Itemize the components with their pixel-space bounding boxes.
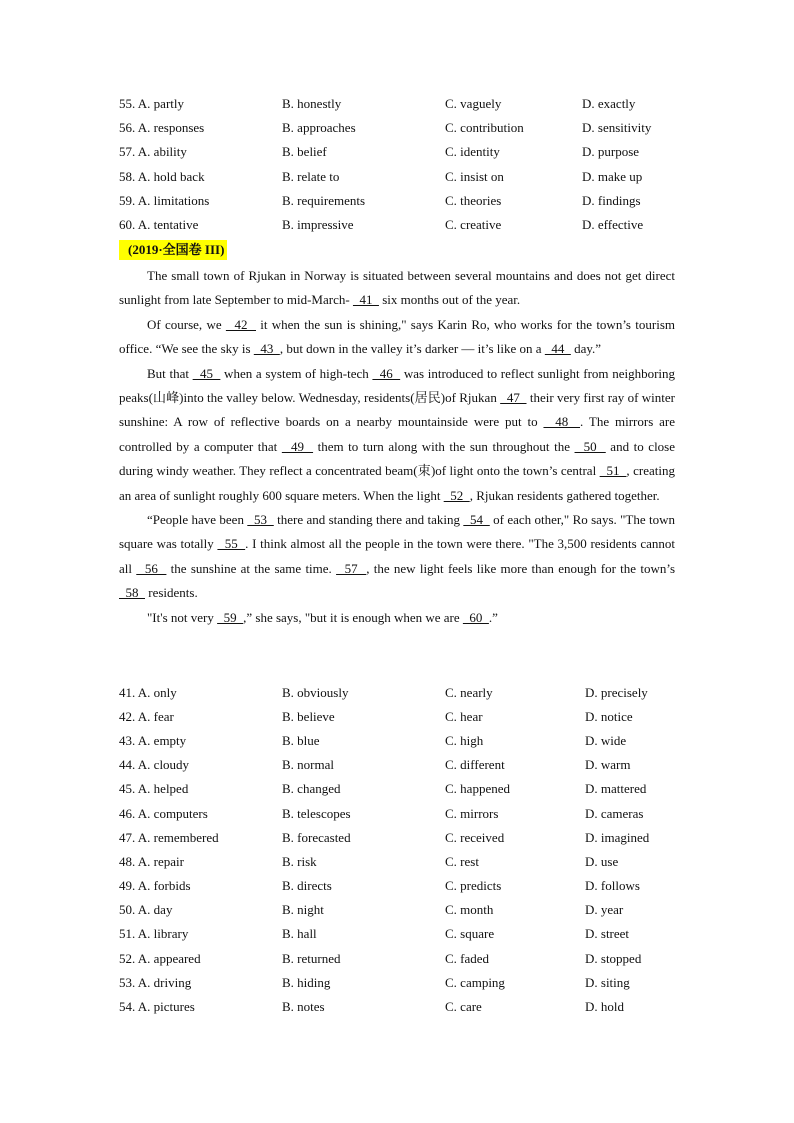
option-b: B. night: [282, 902, 324, 917]
option-b: B. approaches: [282, 120, 356, 135]
option-c: C. hear: [445, 709, 483, 724]
option-d: D. wide: [585, 733, 627, 748]
text: .”: [488, 609, 498, 625]
blank-45: 45: [192, 365, 221, 381]
option-d: D. hold: [585, 999, 624, 1014]
option-c: C. creative: [445, 217, 502, 232]
option-row-44: [119, 755, 679, 775]
option-a: 59. A. limitations: [119, 193, 210, 208]
option-d: D. sensitivity: [582, 120, 652, 135]
text: , the new light feels like more than enough for the town’s: [366, 560, 676, 576]
option-d: D. year: [585, 902, 624, 917]
option-b: B. relate to: [282, 169, 340, 184]
option-d: D. notice: [585, 709, 633, 724]
option-c: C. different: [445, 757, 505, 772]
text: . The mirrors are controlled by a computer that: [119, 414, 676, 454]
option-b: B. impressive: [282, 217, 354, 232]
option-row-55: [119, 94, 679, 114]
blank-58: 58: [119, 585, 145, 601]
option-a: 45. A. helped: [119, 781, 189, 796]
option-a: 52. A. appeared: [119, 951, 201, 966]
text: them to turn along with the sun throughout the: [313, 438, 575, 454]
paragraph-5: [119, 606, 675, 630]
option-d: D. imagined: [585, 830, 650, 845]
option-b: B. belief: [282, 144, 327, 159]
option-c: C. mirrors: [445, 806, 499, 821]
option-a: 53. A. driving: [119, 975, 192, 990]
blank-55: 55: [217, 536, 246, 552]
blank-56: 56: [136, 560, 167, 576]
option-d: D. street: [585, 926, 630, 941]
option-b: B. notes: [282, 999, 325, 1014]
option-c: C. month: [445, 902, 494, 917]
option-row-43: [119, 731, 679, 751]
option-row-50: [119, 900, 679, 920]
blank-53: 53: [247, 512, 274, 528]
option-b: B. honestly: [282, 96, 342, 111]
text: Of course, we: [147, 316, 226, 332]
text: of each other," Ro says. "The town square was totally: [119, 512, 675, 552]
option-b: B. returned: [282, 951, 341, 966]
blank-42: 42: [225, 316, 256, 332]
option-d: D. siting: [585, 975, 630, 990]
option-row-51: [119, 924, 679, 944]
blank-43: 43: [253, 341, 280, 357]
blank-48: 48: [543, 414, 580, 430]
option-c: C. care: [445, 999, 482, 1014]
text: was introduced to reflect sunlight from neighboring peaks(山峰)into the valley below. Wednesday, residents(居民)of Rjukan: [119, 365, 676, 406]
blank-51: 51: [599, 463, 627, 479]
text: residents.: [145, 585, 198, 601]
option-a: 44. A. cloudy: [119, 757, 190, 772]
option-b: B. changed: [282, 781, 341, 796]
option-row-42: [119, 707, 679, 727]
option-d: D. follows: [585, 878, 640, 893]
option-a: 51. A. library: [119, 926, 189, 941]
option-row-46: [119, 804, 679, 824]
option-row-52: [119, 949, 679, 969]
blank-44: 44: [544, 341, 571, 357]
text: six months out of the year.: [378, 292, 521, 308]
option-a: 60. A. tentative: [119, 217, 199, 232]
text: ,” she says, "but it is enough when we are: [243, 609, 463, 625]
blank-54: 54: [463, 512, 490, 528]
paragraph-4: [119, 508, 675, 606]
option-row-53: [119, 973, 679, 993]
text: , Rjukan residents gathered together.: [469, 487, 660, 503]
option-d: D. warm: [585, 757, 631, 772]
option-a: 49. A. forbids: [119, 878, 191, 893]
option-c: C. vaguely: [445, 96, 502, 111]
passage: [119, 264, 675, 630]
blank-60: 60: [462, 609, 489, 625]
option-row-60: [119, 215, 679, 235]
option-c: C. high: [445, 733, 484, 748]
paragraph-2: [119, 313, 675, 362]
option-b: B. obviously: [282, 685, 349, 700]
option-b: B. forecasted: [282, 830, 351, 845]
text: "It's not very: [147, 609, 218, 625]
option-row-59: [119, 191, 679, 211]
paragraph-1: [119, 264, 675, 313]
option-d: D. effective: [582, 217, 644, 232]
option-c: C. identity: [445, 144, 500, 159]
option-b: B. normal: [282, 757, 334, 772]
option-a: 47. A. remembered: [119, 830, 219, 845]
option-a: 41. A. only: [119, 685, 177, 700]
option-a: 43. A. empty: [119, 733, 187, 748]
blank-57: 57: [336, 560, 367, 576]
option-a: 42. A. fear: [119, 709, 174, 724]
option-b: B. believe: [282, 709, 335, 724]
option-b: B. hiding: [282, 975, 331, 990]
option-a: 54. A. pictures: [119, 999, 195, 1014]
option-a: 56. A. responses: [119, 120, 205, 135]
blank-49: 49: [281, 438, 314, 454]
option-a: 46. A. computers: [119, 806, 208, 821]
blank-41: 41: [352, 292, 379, 308]
option-b: B. risk: [282, 854, 317, 869]
text: there and standing there and taking: [273, 512, 464, 528]
option-c: C. predicts: [445, 878, 502, 893]
option-row-48: [119, 852, 679, 872]
option-b: B. requirements: [282, 193, 366, 208]
option-a: 48. A. repair: [119, 854, 184, 869]
source-tag: (2019·全国卷 III): [119, 240, 227, 260]
option-b: B. directs: [282, 878, 332, 893]
blank-52: 52: [443, 487, 470, 503]
option-c: C. theories: [445, 193, 502, 208]
option-row-57: [119, 142, 679, 162]
option-row-45: [119, 779, 679, 799]
option-d: D. make up: [582, 169, 643, 184]
option-c: C. contribution: [445, 120, 524, 135]
text: day.”: [570, 341, 602, 357]
option-row-41: [119, 683, 679, 703]
option-c: C. received: [445, 830, 505, 845]
text: . I think almost all the people in the town were there. "The 3,500 residents cannot all: [119, 536, 676, 576]
text: it when the sun is shining," says Karin Ro, who works for the town’s tourism office. “We see the sky is: [119, 316, 675, 357]
option-c: C. faded: [445, 951, 490, 966]
option-c: C. nearly: [445, 685, 493, 700]
option-c: C. square: [445, 926, 495, 941]
paragraph-3: [119, 362, 675, 508]
option-row-58: [119, 167, 679, 187]
text: But that: [147, 365, 193, 381]
option-a: 58. A. hold back: [119, 169, 205, 184]
option-row-56: [119, 118, 679, 138]
blank-46: 46: [372, 365, 401, 381]
option-c: C. happened: [445, 781, 510, 796]
option-d: D. stopped: [585, 951, 642, 966]
option-d: D. use: [585, 854, 619, 869]
blank-50: 50: [574, 438, 606, 454]
option-b: B. telescopes: [282, 806, 351, 821]
text: , creating an area of sunlight roughly 600 square meters. When the light: [119, 463, 675, 503]
text: the sunshine at the same time.: [166, 560, 337, 576]
option-d: D. cameras: [585, 806, 644, 821]
option-d: D. findings: [582, 193, 641, 208]
option-a: 50. A. day: [119, 902, 173, 917]
option-d: D. precisely: [585, 685, 648, 700]
option-c: C. camping: [445, 975, 505, 990]
text: their very first ray of winter sunshine: A row of reflective boards on a nearby mountainside were put to: [119, 390, 675, 430]
text: The small town of Rjukan in Norway is situated between several mountains and does not get direct sunlight from late September to mid-March-: [119, 268, 675, 308]
blank-47: 47: [500, 390, 527, 406]
option-d: D. purpose: [582, 144, 640, 159]
option-d: D. mattered: [585, 781, 647, 796]
text: when a system of high-tech: [220, 365, 373, 381]
option-c: C. insist on: [445, 169, 504, 184]
option-a: 57. A. ability: [119, 144, 187, 159]
option-row-49: [119, 876, 679, 896]
option-c: C. rest: [445, 854, 479, 869]
text: and to close during windy weather. They reflect a concentrated beam(束)of light onto the town’s central: [119, 438, 676, 479]
option-row-47: [119, 828, 679, 848]
blank-59: 59: [217, 609, 244, 625]
option-a: 55. A. partly: [119, 96, 184, 111]
text: , but down in the valley it’s darker — it’s like on a: [279, 341, 545, 357]
option-d: D. exactly: [582, 96, 636, 111]
option-b: B. hall: [282, 926, 317, 941]
option-row-54: [119, 997, 679, 1017]
text: “People have been: [147, 512, 248, 528]
option-b: B. blue: [282, 733, 320, 748]
